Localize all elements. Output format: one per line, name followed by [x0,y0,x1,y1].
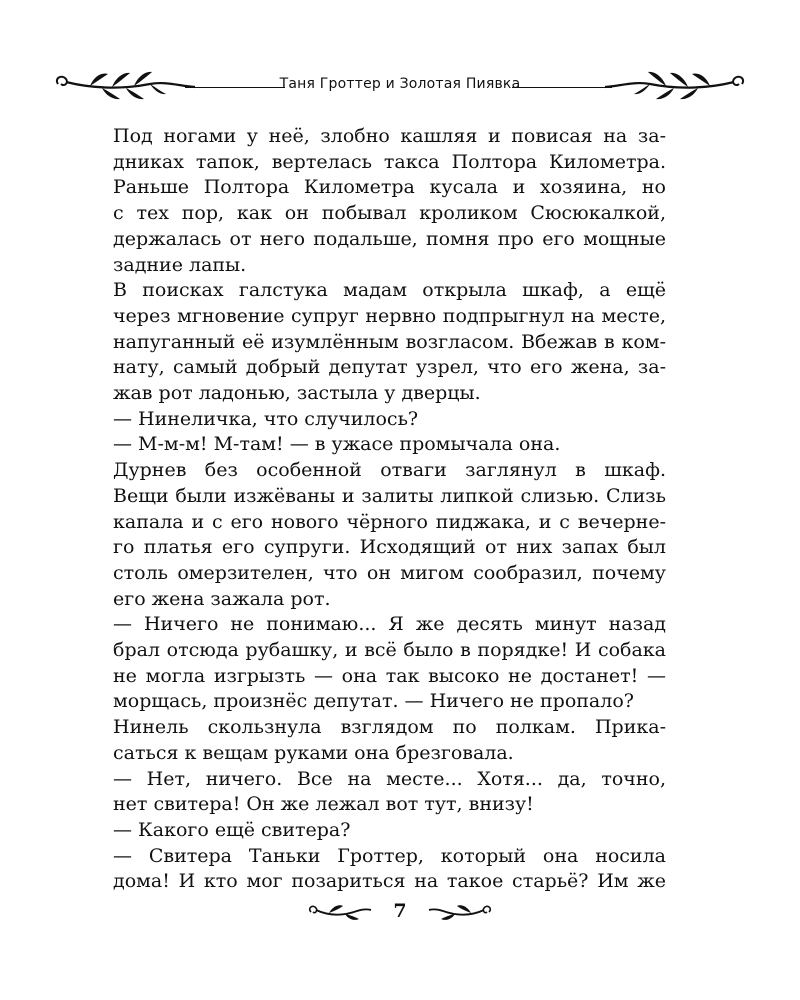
text-line: дома! И кто мог позариться на такое старьё? Им же [113,870,666,893]
book-title: Таня Гроттер и Золотая Пиявка [279,76,521,92]
right-swirl-ornament-icon [425,898,495,928]
text-line: с тех пор, как он побывал кроликом Сюсюкалкой, [113,202,666,225]
text-line: не могла изгрызть — она так высоко не достанет! — [113,664,666,687]
left-vine-ornament-icon [50,62,200,108]
page-footer [300,898,500,928]
text-line: столь омерзителен, что он мигом сообразил, почему [113,561,666,584]
text-line: В поисках галстука мадам открыла шкаф, а ещё [113,279,666,302]
text-line: дниках тапок, вертелась такса Полтора Километра. [113,150,666,173]
text-line: жав рот ладонью, застыла у дверцы. [113,382,481,405]
text-line: саться к вещам руками она брезговала. [113,741,514,764]
text-line: нату, самый добрый депутат узрел, что его жена, за- [113,356,666,379]
header-rule-right [512,87,612,88]
text-line: Раньше Полтора Километра кусала и хозяина, но [113,176,666,199]
page-body-text [113,124,666,895]
text-line: напуганный её изумлённым возгласом. Вбежав в ком- [113,330,666,353]
text-line: через мгновение супруг нервно подпрыгнул на месте, [113,304,666,327]
text-line: — Какого ещё свитера? [113,818,351,841]
right-vine-ornament-icon [600,62,750,108]
text-line: — Нет, ничего. Все на месте... Хотя... да, точно, [113,767,666,790]
text-line: его жена зажала рот. [113,587,331,610]
text-line: нет свитера! Он же лежал вот тут, внизу! [113,793,534,816]
text-line: Нинель скользнула взглядом по полкам. Прика- [113,716,666,739]
text-line: го платья его супруги. Исходящий от них запах был [113,536,666,559]
text-line: — Ничего не понимаю... Я же десять минут назад [113,613,666,636]
text-line: задние лапы. [113,253,247,276]
page-number: 7 [393,900,407,922]
text-line: — М-м-м! М-там! — в ужасе промычала она. [113,433,561,456]
left-swirl-ornament-icon [305,898,375,928]
text-line: брал отсюда рубашку, и всё было в порядке! И собака [113,639,666,662]
text-line: Дурнев без особенной отваги заглянул в шкаф. [113,459,666,482]
text-line: Вещи были изжёваны и залиты липкой слизью. Слизь [113,484,666,507]
text-line: капала и с его нового чёрного пиджака, и с вечерне- [113,510,666,533]
text-line: держалась от него подальше, помня про его мощные [113,227,666,250]
text-line: — Нинеличка, что случилось? [113,407,419,430]
text-line: Под ногами у неё, злобно кашляя и повисая на за- [113,125,666,147]
text-line: — Свитера Таньки Гроттер, который она носила [113,844,666,867]
running-header [50,62,750,108]
text-line: морщась, произнёс депутат. — Ничего не пропало? [113,690,634,713]
